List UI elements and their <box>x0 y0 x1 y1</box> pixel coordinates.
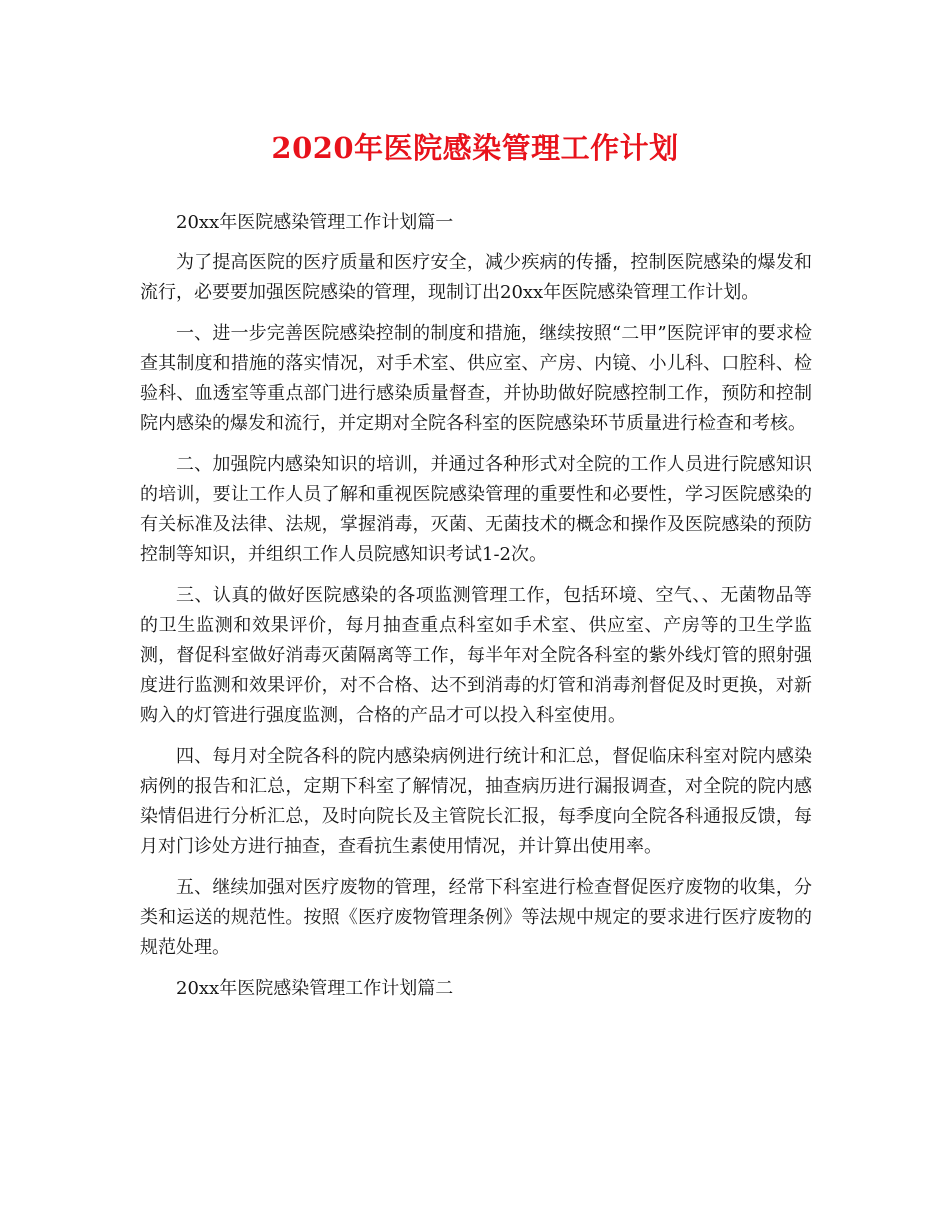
section-heading-part-two: 20xx年医院感染管理工作计划篇二 <box>176 978 454 999</box>
section-heading-part-one: 20xx年医院感染管理工作计划篇一 <box>176 212 454 233</box>
paragraph-item-4: 四、每月对全院各科的院内感染病例进行统计和汇总，督促临床科室对院内感染病例的报告和汇总，定期下科室了解情况，抽查病历进行漏报调查，对全院的院内感染情侣进行分析汇总，及时向院长及主管院长汇报，每季度向全院各科通报反馈，每月对门诊处方进行抽查，查看抗生素使用情况，并计算出使用率。 <box>140 746 812 857</box>
paragraph-item-3: 三、认真的做好医院感染的各项监测管理工作，包括环境、空气、、无菌物品等的卫生监测和效果评价，每月抽查重点科室如手术室、供应室、产房等的卫生学监测，督促科室做好消毒灭菌隔离等工作，每半年对全院各科室的紫外线灯管的照射强度进行监测和效果评价，对不合格、达不到消毒的灯管和消毒剂督促及时更换，对新购入的灯管进行强度监测，合格的产品才可以投入科室使用。 <box>140 585 812 726</box>
document-title: 2020年医院感染管理工作计划 <box>271 131 679 165</box>
paragraph-item-5: 五、继续加强对医疗废物的管理，经常下科室进行检查督促医疗废物的收集，分类和运送的规范性。按照《医疗废物管理条例》等法规中规定的要求进行医疗废物的规范处理。 <box>140 877 812 958</box>
document-body <box>140 208 812 1014</box>
paragraph-item-1: 一、进一步完善医院感染控制的制度和措施，继续按照“二甲”医院评审的要求检查其制度和措施的落实情况，对手术室、供应室、产房、内镜、小儿科、口腔科、检验科、血透室等重点部门进行感染质量督查，并协助做好院感控制工作，预防和控制院内感染的爆发和流行，并定期对全院各科室的医院感染环节质量进行检查和考核。 <box>140 323 812 434</box>
paragraph-item-2: 二、加强院内感染知识的培训，并通过各种形式对全院的工作人员进行院感知识的培训，要让工作人员了解和重视医院感染管理的重要性和必要性，学习医院感染的有关标准及法律、法规，掌握消毒，灭菌、无菌技术的概念和操作及医院感染的预防控制等知识，并组织工作人员院感知识考试1-2次。 <box>140 454 812 565</box>
intro-paragraph: 为了提高医院的医疗质量和医疗安全，减少疾病的传播，控制医院感染的爆发和流行，必要要加强医院感染的管理，现制订出20xx年医院感染管理工作计划。 <box>140 252 812 303</box>
